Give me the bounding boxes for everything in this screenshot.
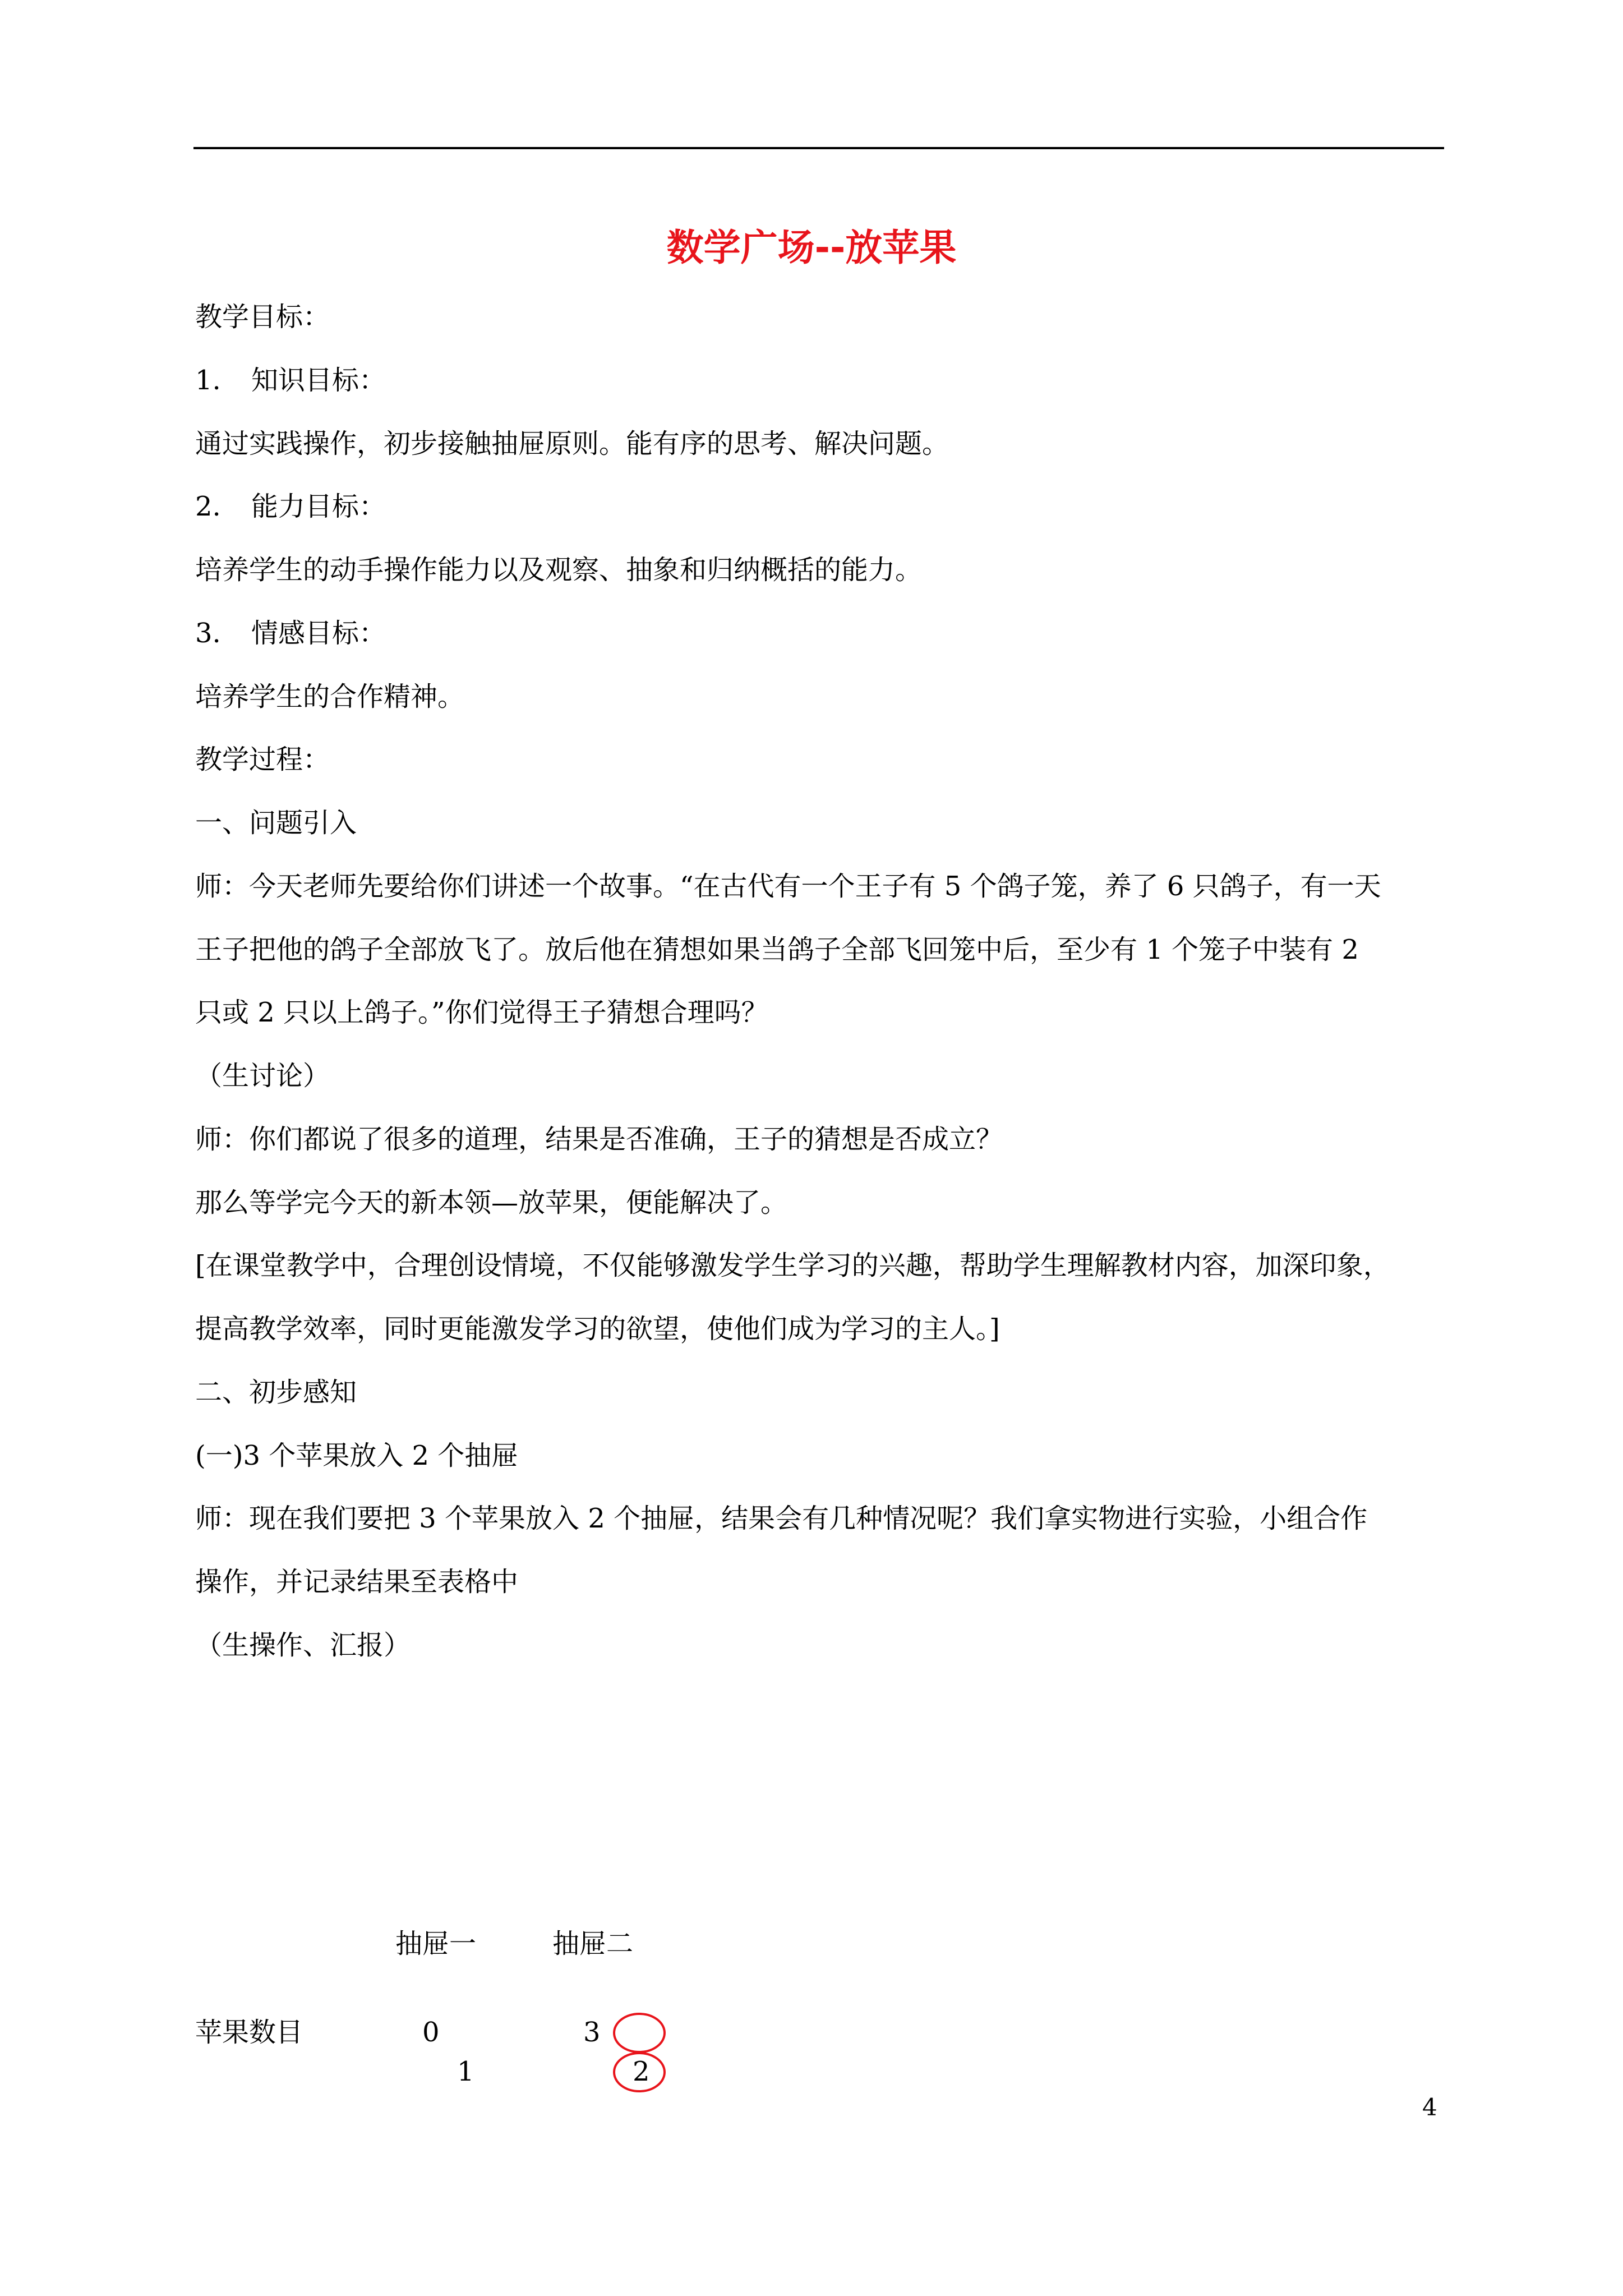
- paragraph-1-line-3: 只或 2 只以上鸽子。”你们觉得王子猜想合理吗？: [195, 997, 768, 1028]
- objective-1-number: 1.: [195, 365, 221, 396]
- objective-1-text: 通过实践操作，初步接触抽屉原则。能有序的思考、解决问题。: [195, 428, 949, 459]
- paragraph-7: （生操作、汇报）: [195, 1630, 411, 1661]
- objective-2-heading: [195, 490, 386, 523]
- page-title: 数学广场--放苹果: [666, 226, 957, 269]
- table-header-drawer-2: 抽屉二: [552, 1928, 634, 1959]
- paragraph-1-line-1: 师：今天老师先要给你们讲述一个故事。“在古代有一个王子有 5 个鸽子笼，养了 6 只鸽子，有一天: [195, 871, 1381, 902]
- paragraph-5-line-1: [在课堂教学中，合理创设情境，不仅能够激发学生学习的兴趣，帮助学生理解教材内容，加深印象，: [195, 1250, 1390, 1281]
- subsection-1-heading: (一)3 个苹果放入 2 个抽屉: [195, 1440, 519, 1471]
- table-header-drawer-1: 抽屉一: [395, 1928, 477, 1959]
- paragraph-4: 那么等学完今天的新本领—放苹果，便能解决了。: [195, 1187, 788, 1218]
- objective-2-label: 能力目标：: [251, 491, 386, 522]
- header-rule: [193, 147, 1444, 149]
- objective-2-text: 培养学生的动手操作能力以及观察、抽象和归纳概括的能力。: [195, 554, 923, 586]
- table-cell-r2-drawer-2: 2: [633, 2056, 650, 2087]
- red-circle-mark-1: [614, 2014, 665, 2052]
- table-cell-r2-drawer-1: 1: [457, 2056, 474, 2087]
- paragraph-5-line-2: 提高教学效率，同时更能激发学习的欲望，使他们成为学习的主人。]: [195, 1313, 1000, 1345]
- objectives-heading: 教学目标：: [195, 301, 330, 333]
- objective-3-number: 3.: [195, 618, 221, 649]
- section-1-heading: 一、问题引入: [195, 807, 357, 839]
- objective-3-text: 培养学生的合作精神。: [195, 681, 465, 712]
- paragraph-1-line-2: 王子把他的鸽子全部放飞了。放后他在猜想如果当鸽子全部飞回笼中后，至少有 1 个笼子中装有 2: [195, 934, 1359, 965]
- table-cell-r1-drawer-1: 0: [422, 2017, 440, 2048]
- objective-3-label: 情感目标：: [251, 618, 386, 649]
- table-cell-r1-drawer-2: 3: [583, 2017, 601, 2048]
- objective-2-number: 2.: [195, 491, 221, 522]
- paragraph-2: （生讨论）: [195, 1060, 330, 1092]
- page-number: 4: [1422, 2093, 1437, 2121]
- paragraph-3: 师：你们都说了很多的道理，结果是否准确，王子的猜想是否成立？: [195, 1124, 1003, 1155]
- objective-3-heading: [195, 616, 386, 650]
- table-row-label: 苹果数目: [195, 2017, 303, 2048]
- paragraph-6-line-1: 师：现在我们要把 3 个苹果放入 2 个抽屉，结果会有几种情况呢？我们拿实物进行实验，小组合作: [195, 1503, 1368, 1534]
- section-2-heading: 二、初步感知: [195, 1377, 357, 1408]
- objective-1-heading: [195, 364, 386, 397]
- process-heading: 教学过程：: [195, 744, 330, 775]
- objective-1-label: 知识目标：: [251, 365, 386, 396]
- paragraph-6-line-2: 操作，并记录结果至表格中: [195, 1566, 519, 1598]
